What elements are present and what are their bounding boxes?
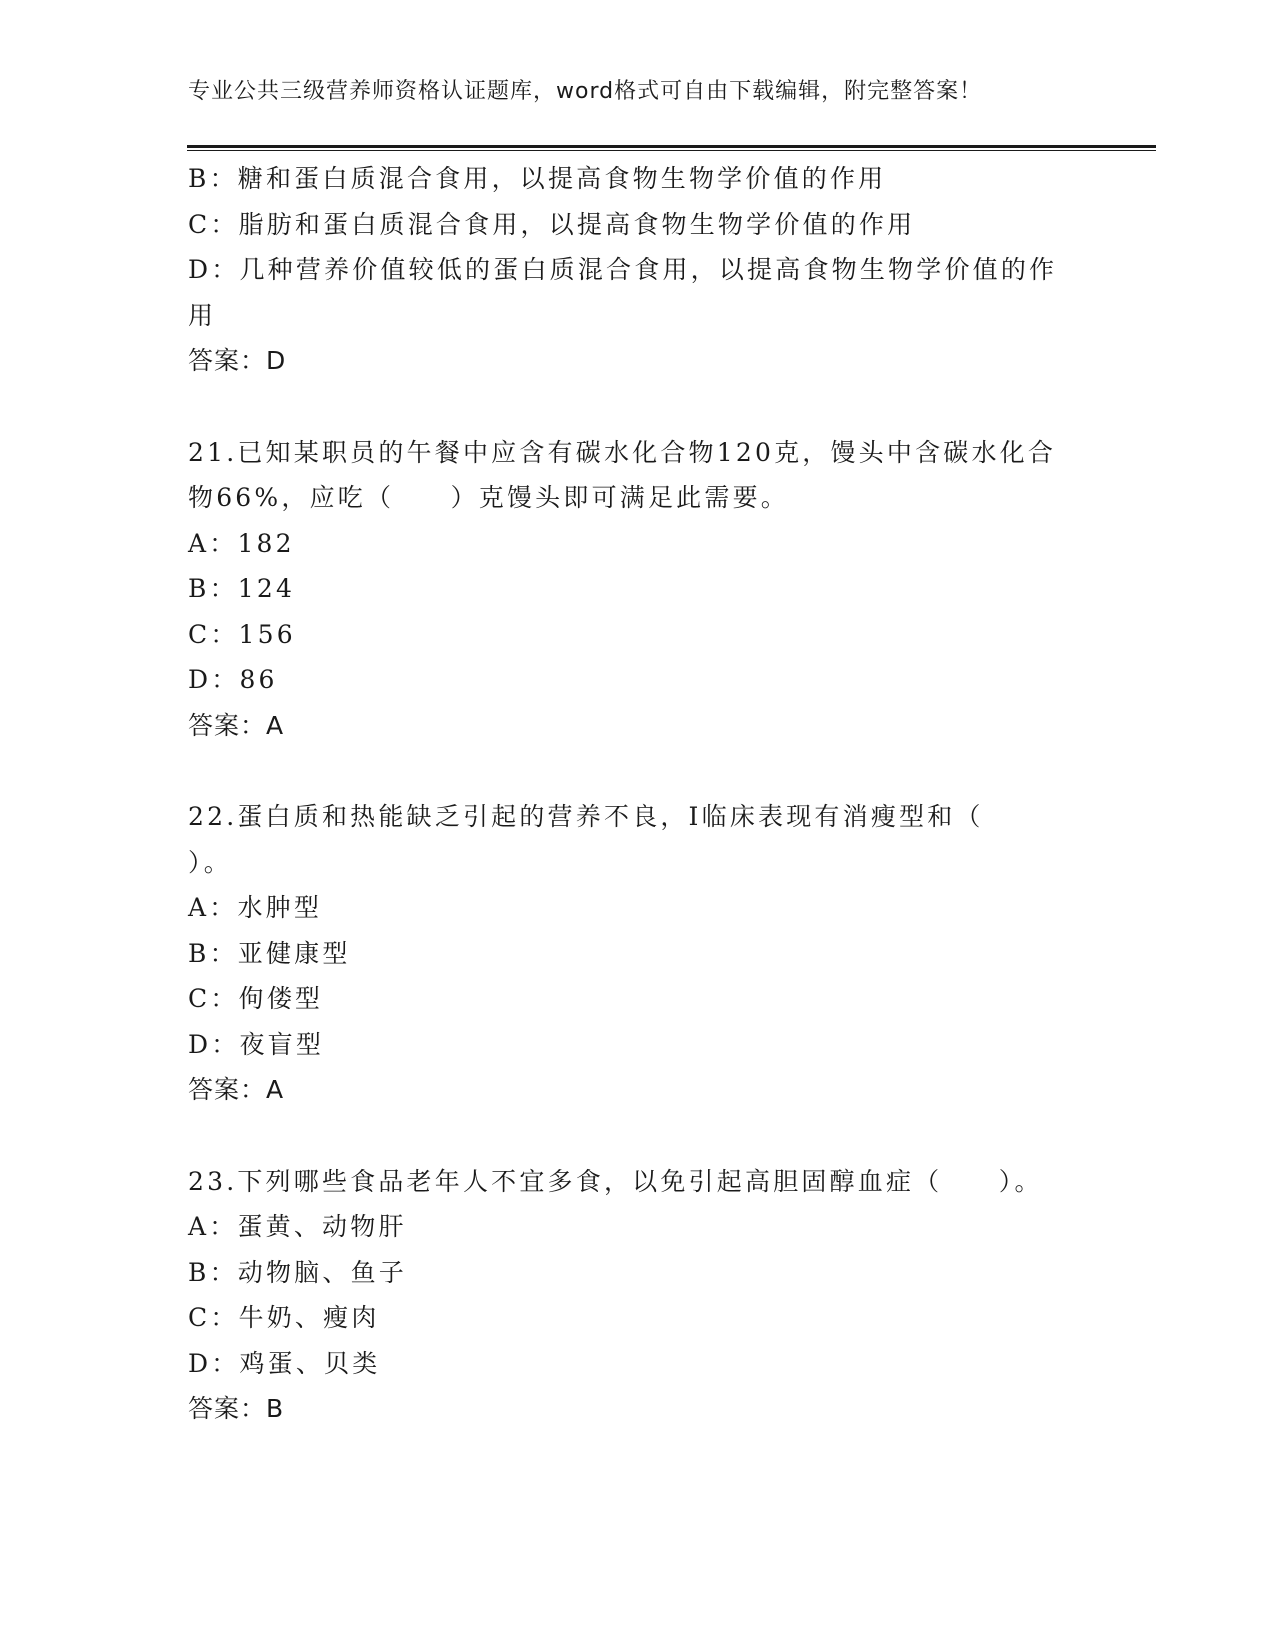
- option-c: C：牛奶、瘦肉: [188, 1303, 380, 1332]
- option-b: B：124: [188, 574, 296, 603]
- option-c: C：脂肪和蛋白质混合食用，以提高食物生物学价值的作用: [188, 209, 916, 239]
- page-header: 专业公共三级营养师资格认证题库，word格式可自由下载编辑，附完整答案！: [188, 79, 983, 104]
- question-stem: 23.下列哪些食品老年人不宜多食，以免引起高胆固醇血症（ ）。: [188, 1166, 1043, 1196]
- option-d: D：几种营养价值较低的蛋白质混合食用，以提高食物生物学价值的作: [188, 255, 1058, 284]
- option-a: A：182: [188, 528, 295, 558]
- option-a: A：水肿型: [188, 893, 323, 922]
- spacer: [188, 384, 1088, 430]
- option-c: C：佝偻型: [188, 984, 324, 1013]
- option-d: D：鸡蛋、贝类: [188, 1348, 381, 1378]
- question-stem-continued: 物66%，应吃（ ）克馒头即可满足此需要。: [188, 483, 789, 512]
- option-c: C：156: [188, 619, 296, 649]
- question-block-21: [188, 430, 1088, 749]
- spacer: [188, 1113, 1088, 1159]
- question-block-23: [188, 1159, 1088, 1432]
- question-stem: 21.已知某职员的午餐中应含有碳水化合物120克，馒头中含碳水化合: [188, 437, 1057, 467]
- header-divider-thin: [187, 150, 1156, 151]
- question-block-20: [188, 156, 1088, 384]
- option-a: A：蛋黄、动物肝: [188, 1212, 407, 1241]
- option-b: B：动物脑、鱼子: [188, 1257, 407, 1287]
- spacer: [188, 748, 1088, 794]
- question-stem-continued: ）。: [188, 847, 232, 877]
- question-block-22: [188, 794, 1088, 1113]
- option-d: D：夜盲型: [188, 1029, 325, 1059]
- option-b: B：亚健康型: [188, 938, 351, 968]
- option-d: D：86: [188, 665, 278, 694]
- option-d-continued: 用: [188, 300, 217, 330]
- question-content: [188, 156, 1088, 1432]
- answer: 答案：B: [188, 1394, 285, 1423]
- option-b: B：糖和蛋白质混合食用，以提高食物生物学价值的作用: [188, 164, 887, 193]
- header-divider: [187, 145, 1156, 148]
- answer: 答案：A: [188, 710, 285, 740]
- question-stem: 22.蛋白质和热能缺乏引起的营养不良，I临床表现有消瘦型和（: [188, 802, 984, 831]
- answer: 答案：D: [188, 346, 287, 375]
- answer: 答案：A: [188, 1075, 285, 1104]
